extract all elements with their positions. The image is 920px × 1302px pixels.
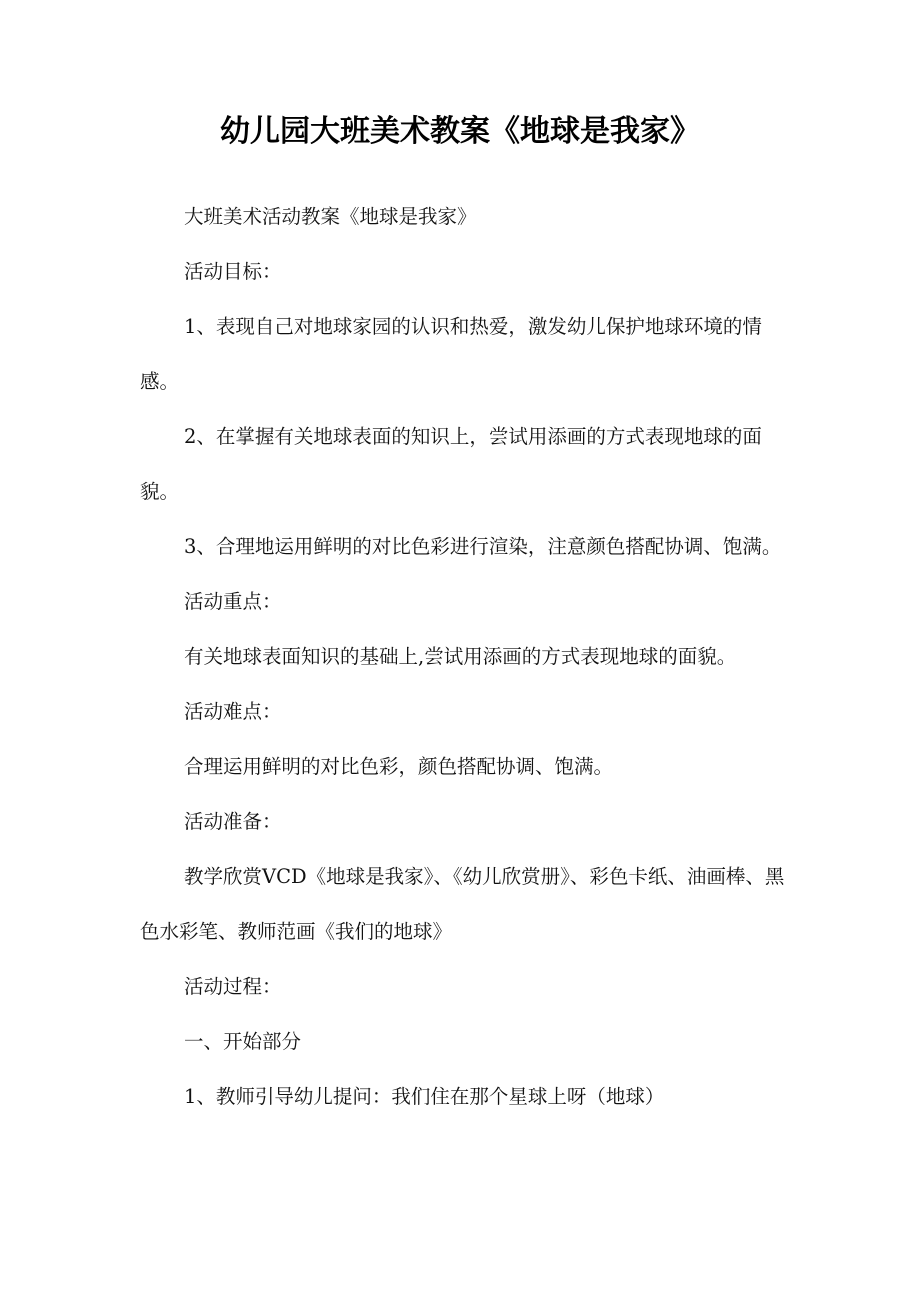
paragraph-focus-text: 有关地球表面知识的基础上,尝试用添画的方式表现地球的面貌。 [184,645,737,668]
paragraph-objective-2: 2、在掌握有关地球表面的知识上，尝试用添画的方式表现地球的面貌。 [140,425,762,503]
document-title: 幼儿园大班美术教案《地球是我家》 [220,114,700,149]
paragraph-objective-3: 3、合理地运用鲜明的对比色彩进行渲染，注意颜色搭配协调、饱满。 [184,535,782,558]
paragraph-difficulty-heading: 活动难点： [184,700,282,723]
paragraph-subtitle: 大班美术活动教案《地球是我家》 [184,205,477,228]
paragraph-preparation-heading: 活动准备： [184,810,282,833]
paragraph-focus-heading: 活动重点： [184,590,282,613]
paragraph-part-one: 一、开始部分 [184,1030,302,1053]
paragraph-step-1: 1、教师引导幼儿提问：我们住在那个星球上呀（地球） [184,1085,665,1108]
paragraph-objective-1: 1、表现自己对地球家园的认识和热爱，激发幼儿保护地球环境的情感。 [140,315,762,393]
paragraph-difficulty-text: 合理运用鲜明的对比色彩，颜色搭配协调、饱满。 [184,755,614,778]
paragraph-objectives-heading: 活动目标： [184,260,282,283]
document-body [140,189,790,1124]
paragraph-process-heading: 活动过程： [184,975,282,998]
paragraph-preparation-text: 教学欣赏VCD《地球是我家》、《幼儿欣赏册》、彩色卡纸、油画棒、黑色水彩笔、教师范画《我们的地球》 [140,865,785,943]
